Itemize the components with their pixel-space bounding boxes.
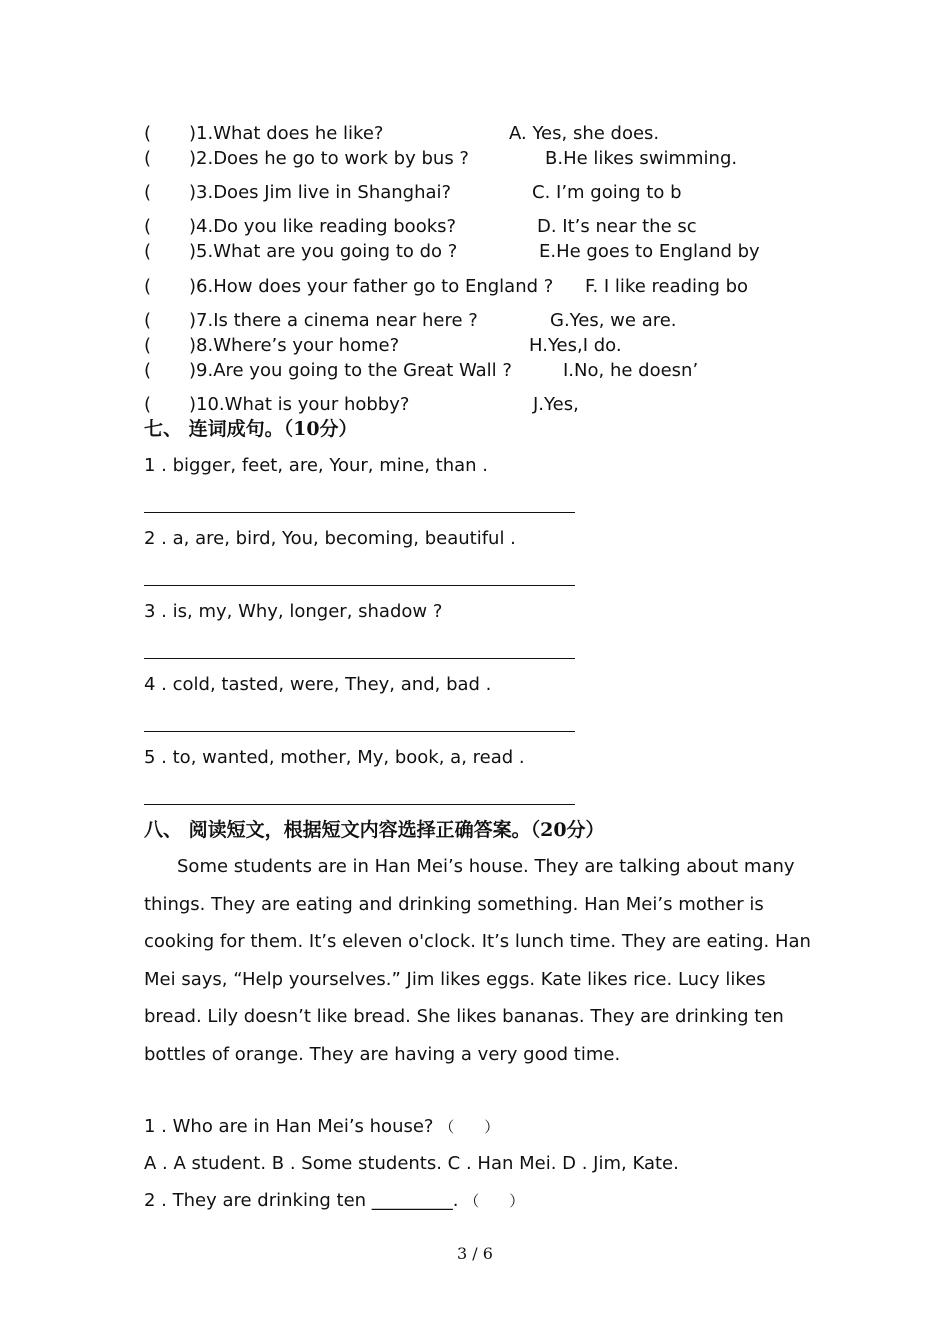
paren-9: ( [144,360,152,381]
paren-10: ( [144,394,152,415]
answer-bracket-2[interactable]: （ ） [464,1192,525,1210]
question-9: )9.Are you going to the Great Wall ? [189,360,512,381]
answer-i: I.No, he doesn’ [563,360,699,381]
section-7-title: 七、 连词成句。（10分） [144,418,358,440]
answer-g: G.Yes, we are. [550,310,677,331]
question-7: )7.Is there a cinema near here ? [189,310,478,331]
answer-line-2[interactable] [144,585,575,586]
sentence-item-2: 2 . a, are, bird, You, becoming, beautiful . [144,528,516,549]
sentence-item-1: 1 . bigger, feet, are, Your, mine, than . [144,455,489,476]
sentence-item-5: 5 . to, wanted, mother, My, book, a, read . [144,747,525,768]
question-10: )10.What is your hobby? [189,394,410,415]
answer-c: C. I’m going to b [532,182,682,203]
reading-question-2: 2 . They are drinking ten _________. [144,1190,459,1211]
question-4: )4.Do you like reading books? [189,216,457,237]
section-8-title: 八、 阅读短文，根据短文内容选择正确答案。（20分） [144,819,605,841]
answer-b: B.He likes swimming. [545,148,738,169]
paren-1: ( [144,123,152,144]
answer-d: D. It’s near the sc [537,216,697,237]
answer-line-1[interactable] [144,512,575,513]
question-1-line [144,1115,499,1139]
question-8: )8.Where’s your home? [189,335,400,356]
paren-4: ( [144,216,152,237]
question-5: )5.What are you going to do ? [189,241,458,262]
answer-line-5[interactable] [144,804,575,805]
sentence-item-3: 3 . is, my, Why, longer, shadow ? [144,601,443,622]
answer-a: A. Yes, she does. [509,123,660,144]
paren-7: ( [144,310,152,331]
question-6: )6.How does your father go to England ? [189,276,554,297]
answer-j: J.Yes, [533,394,579,415]
reading-passage: Some students are in Han Mei’s house. They are talking about many things. They are eating and drinking something. Han Mei’s mother is cooking for them. It’s eleven o'clock. It’s lunch time. They are eating. Han Mei says, “Help yourselves.” Jim likes eggs. Kate likes rice. Lucy likes bread. Lily doesn’t like bread. She likes bananas. They are drinking ten bottles of orange. They are having a very good time. [144,856,811,1065]
page-number: 3 / 6 [457,1244,493,1263]
reading-question-1: 1 . Who are in Han Mei’s house? [144,1116,434,1137]
question-1: )1.What does he like? [189,123,384,144]
answer-bracket-1[interactable]: （ ） [439,1118,500,1136]
answer-line-4[interactable] [144,731,575,732]
question-2: )2.Does he go to work by bus ? [189,148,469,169]
paren-5: ( [144,241,152,262]
question-3: )3.Does Jim live in Shanghai? [189,182,452,203]
question-2-line [144,1189,524,1213]
paren-8: ( [144,335,152,356]
question-1-options: A . A student. B . Some students. C . Han Mei. D . Jim, Kate. [144,1153,679,1174]
answer-line-3[interactable] [144,658,575,659]
sentence-item-4: 4 . cold, tasted, were, They, and, bad . [144,674,492,695]
answer-h: H.Yes,I do. [529,335,622,356]
answer-f: F. I like reading bo [585,276,749,297]
paren-6: ( [144,276,152,297]
paren-3: ( [144,182,152,203]
paren-2: ( [144,148,152,169]
answer-e: E.He goes to England by [539,241,760,262]
